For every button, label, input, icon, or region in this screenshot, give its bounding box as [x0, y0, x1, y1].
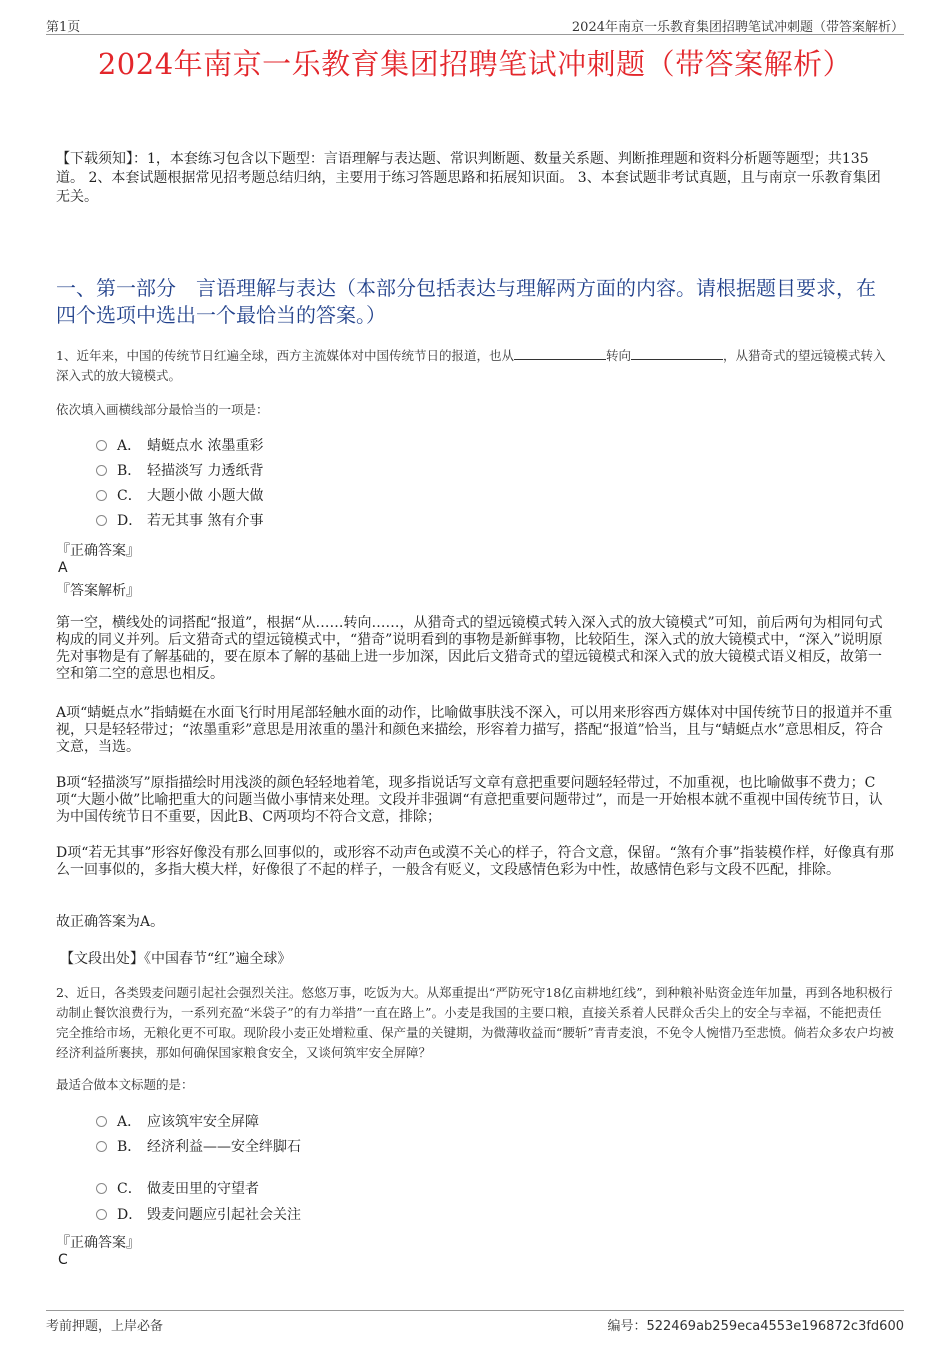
q2-option-b[interactable]: B． 经济利益——安全绊脚石 [96, 1137, 301, 1157]
radio-icon[interactable] [96, 515, 107, 526]
radio-icon[interactable] [96, 490, 107, 501]
radio-icon[interactable] [96, 1209, 107, 1220]
q1-stem-part-b: 转向 [605, 348, 631, 363]
q1-analysis-label: 『答案解析』 [56, 583, 140, 599]
q1-option-c[interactable]: C． 大题小做 小题大做 [96, 486, 263, 506]
footer-code: 编号：522469ab259eca4553e196872c3fd600 [607, 1319, 904, 1334]
fill-blank-1 [514, 347, 606, 360]
question-2-stem: 2、近日，各类毁麦问题引起社会强烈关注。悠悠万事，吃饭为大。从郑重提出“严防死守18亿亩耕地红线”，到种粮补贴资金连年加量，再到各地积极行动制止餐饮浪费行为，一系列充盈“米袋子”的有力举措”一直在路上”。小麦是我国的主要口粮，直接关系着人民群众舌尖上的安全与幸福，不能把责任完全推给市场，无粮化更不可取。现阶段小麦正处增粒重、保产量的关键期，为微薄收益而“腰斩”青青麦浪，不免令人惋惜乃至悲愤。倘若众多农户均被经济利益所裹挟，那如何确保国家粮食安全，又谈何筑牢安全屏障？ [56, 985, 894, 1060]
download-notice: 【下载须知】：1，本套练习包含以下题型：言语理解与表达题、常识判断题、数量关系题、判断推理题和资料分析题等题型；共135道。 2、本套试题根据常见招考题总结归纳，主要用于练习答题思路和拓展知识面。 3、本套试题非考试真题，且与南京一乐教育集团无关。 [56, 151, 881, 205]
header-doc-title: 2024年南京一乐教育集团招聘笔试冲刺题（带答案解析） [571, 20, 904, 35]
radio-icon[interactable] [96, 1116, 107, 1127]
question-1-prompt: 依次填入画横线部分最恰当的一项是： [56, 402, 269, 417]
q1-answer-label: 『正确答案』 [56, 543, 140, 559]
document-title: 2024年南京一乐教育集团招聘笔试冲刺题（带答案解析） [97, 47, 853, 81]
fill-blank-2 [631, 347, 723, 360]
q1-source: 【文段出处】《中国春节“红”遍全球》 [60, 951, 292, 967]
footer-slogan: 考前押题，上岸必备 [46, 1319, 164, 1334]
radio-icon[interactable] [96, 1183, 107, 1194]
radio-icon[interactable] [96, 1141, 107, 1152]
q1-analysis-paragraph: 第一空，横线处的词搭配“报道”，根据“从……转向……，从猎奇式的望远镜模式转入深入式的放大镜模式”可知，前后两句为相同句式构成的同义并列。后文猎奇式的望远镜模式中，“猎奇”说明看到的事物是新鲜事物，比较陌生，深入式的放大镜模式中，“深入”说明原先对事物是有了解基础的，要在原本了解的基础上进一步加深，因此后文猎奇式的望远镜模式和深入式的放大镜模式语义相反，故第一空和第二空的意思也相反。 [56, 615, 883, 682]
page-footer [46, 1310, 904, 1335]
q1-analysis-paragraph: A项“蜻蜓点水”指蜻蜓在水面飞行时用尾部轻触水面的动作，比喻做事肤浅不深入，可以用来形容西方媒体对中国传统节日的报道并不重视，只是轻轻带过；“浓墨重彩”意思是用浓重的墨汁和颜色来描绘，形容着力描写，搭配“报道”恰当，且与“蜻蜓点水”意思相反，符合文意，当选。 [56, 705, 893, 755]
q1-stem-part-c: ，从猎奇式的望远镜模式转入深入式的放大镜模式。 [56, 348, 886, 383]
q1-option-a[interactable]: A． 蜻蜓点水 浓墨重彩 [96, 436, 263, 456]
q1-analysis-paragraph: D项“若无其事”形容好像没有那么回事似的，或形容不动声色或漠不关心的样子，符合文意，保留。“煞有介事”指装模作样，好像真有那么一回事似的，多指大模大样，好像很了不起的样子，一般含有贬义，文段感情色彩为中性，故感情色彩与文段不匹配，排除。 [56, 845, 894, 878]
question-2-prompt: 最适合做本文标题的是： [56, 1077, 194, 1092]
q1-stem-part-a: 1、近年来，中国的传统节日红遍全球，西方主流媒体对中国传统节日的报道，也从 [56, 348, 514, 363]
q1-analysis-conclusion: 故正确答案为A。 [56, 914, 165, 930]
q2-answer: C [58, 1252, 68, 1268]
page-header [46, 14, 904, 35]
question-1-stem [56, 346, 894, 386]
q2-option-a[interactable]: A． 应该筑牢安全屏障 [96, 1112, 259, 1132]
q1-option-b[interactable]: B． 轻描淡写 力透纸背 [96, 461, 263, 481]
q2-option-d[interactable]: D． 毁麦问题应引起社会关注 [96, 1205, 301, 1225]
q1-analysis-paragraph: B项“轻描淡写”原指描绘时用浅淡的颜色轻轻地着笔，现多指说话写文章有意把重要问题轻轻带过，不加重视，也比喻做事不费力；C项“大题小做”比喻把重大的问题当做小事情来处理。文段并非强调“有意把重要问题带过”，而是一开始根本就不重视中国传统节日，认为中国传统节日不重要，因此B、C两项均不符合文意，排除； [56, 775, 883, 825]
q1-option-d[interactable]: D． 若无其事 煞有介事 [96, 511, 263, 531]
q2-option-c[interactable]: C． 做麦田里的守望者 [96, 1179, 259, 1199]
q2-answer-label: 『正确答案』 [56, 1235, 140, 1251]
page-number: 第1页 [46, 20, 81, 35]
q1-answer: A [58, 560, 68, 576]
radio-icon[interactable] [96, 440, 107, 451]
section-heading: 一、第一部分 言语理解与表达（本部分包括表达与理解两方面的内容。请根据题目要求，在四个选项中选出一个最恰当的答案。） [56, 276, 876, 327]
radio-icon[interactable] [96, 465, 107, 476]
